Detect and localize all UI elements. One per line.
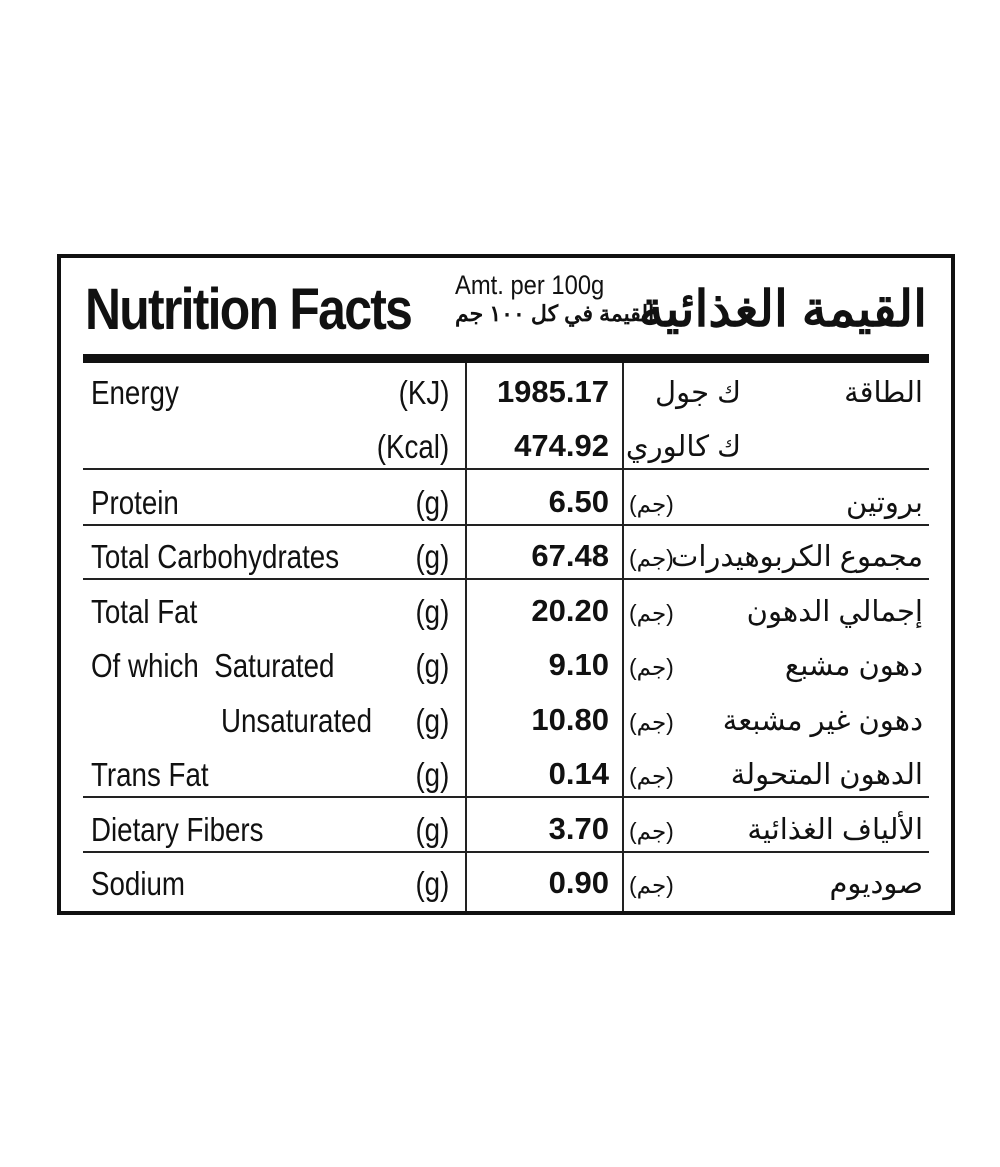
nutrient-value: 10.80 xyxy=(531,702,609,737)
nutrient-unit-arabic: ك كالوري xyxy=(625,431,741,463)
table-row xyxy=(61,857,951,911)
nutrient-unit-arabic: (جم) xyxy=(629,872,674,898)
nutrient-unit-arabic: (جم) xyxy=(629,545,674,571)
serving-amount xyxy=(455,270,655,328)
nutrient-unit-arabic: (جم) xyxy=(629,491,674,517)
nutrient-value: 67.48 xyxy=(531,538,609,573)
nutrient-label: Protein xyxy=(91,484,179,521)
nutrient-unit-arabic: (جم) xyxy=(629,654,674,680)
nutrient-unit-arabic: (جم) xyxy=(629,709,674,735)
nutrient-unit: (g) xyxy=(415,756,449,793)
table-row xyxy=(61,585,951,639)
table-row xyxy=(61,420,951,474)
nutrient-unit: (g) xyxy=(415,702,449,739)
nutrient-label-arabic: الألياف الغذائية xyxy=(747,814,923,846)
nutrient-unit-arabic: ك جول xyxy=(655,377,741,409)
table-row xyxy=(61,694,951,748)
panel-header xyxy=(61,258,951,354)
nutrient-label: Of which Saturated xyxy=(91,647,335,684)
nutrient-value: 3.70 xyxy=(548,811,609,846)
nutrient-unit: (g) xyxy=(415,865,449,902)
serving-amount-english: Amt. per 100g xyxy=(455,270,605,300)
table-row xyxy=(61,476,951,530)
nutrient-unit: (g) xyxy=(415,538,449,575)
row-divider xyxy=(83,796,929,798)
nutrient-label-arabic: مجموع الكربوهيدرات xyxy=(671,541,923,573)
nutrient-label-arabic: دهون غير مشبعة xyxy=(722,705,923,737)
row-divider xyxy=(83,524,929,526)
serving-amount-arabic: القيمة في كل ١٠٠ جم xyxy=(455,301,655,326)
nutrient-unit: (g) xyxy=(415,811,449,848)
nutrient-label: Total Carbohydrates xyxy=(91,538,340,575)
nutrient-label: Unsaturated xyxy=(221,702,373,739)
nutrient-unit: (g) xyxy=(415,647,449,684)
nutrient-value: 20.20 xyxy=(531,593,609,628)
nutrient-unit: (g) xyxy=(415,593,449,630)
nutrient-label-arabic: دهون مشبع xyxy=(784,650,923,682)
nutrient-value: 474.92 xyxy=(514,428,609,463)
nutrient-unit-arabic: (جم) xyxy=(629,600,674,626)
nutrient-label-arabic: صوديوم xyxy=(829,868,923,900)
table-row xyxy=(61,803,951,857)
header-divider xyxy=(83,354,929,363)
nutrient-unit: (Kcal) xyxy=(376,428,449,465)
row-divider xyxy=(83,578,929,580)
nutrient-label: Trans Fat xyxy=(91,756,209,793)
nutrient-value: 6.50 xyxy=(548,484,609,519)
table-row xyxy=(61,639,951,693)
nutrient-label-arabic: الطاقة xyxy=(844,377,923,409)
nutrition-facts-panel xyxy=(57,254,955,915)
nutrient-value: 0.90 xyxy=(548,865,609,900)
nutrient-label: Sodium xyxy=(91,865,185,902)
nutrient-unit: (g) xyxy=(415,484,449,521)
nutrient-label-arabic: بروتين xyxy=(846,487,923,519)
nutrient-value: 9.10 xyxy=(548,647,609,682)
title-english: Nutrition Facts xyxy=(85,277,412,342)
nutrient-value: 1985.17 xyxy=(496,374,609,409)
nutrient-value: 0.14 xyxy=(548,756,609,791)
row-divider xyxy=(83,468,929,470)
title-arabic: القيمة الغذائية xyxy=(638,281,927,337)
nutrient-unit-arabic: (جم) xyxy=(629,818,674,844)
nutrient-label-arabic: إجمالي الدهون xyxy=(746,596,923,628)
nutrient-unit-arabic: (جم) xyxy=(629,763,674,789)
nutrient-label-arabic: الدهون المتحولة xyxy=(730,759,923,791)
table-row xyxy=(61,366,951,420)
nutrient-label: Total Fat xyxy=(91,593,198,630)
row-divider xyxy=(83,851,929,853)
nutrient-label: Energy xyxy=(91,374,179,411)
table-row xyxy=(61,530,951,584)
table-row xyxy=(61,748,951,802)
nutrient-unit: (KJ) xyxy=(398,374,449,411)
nutrient-label: Dietary Fibers xyxy=(91,811,264,848)
